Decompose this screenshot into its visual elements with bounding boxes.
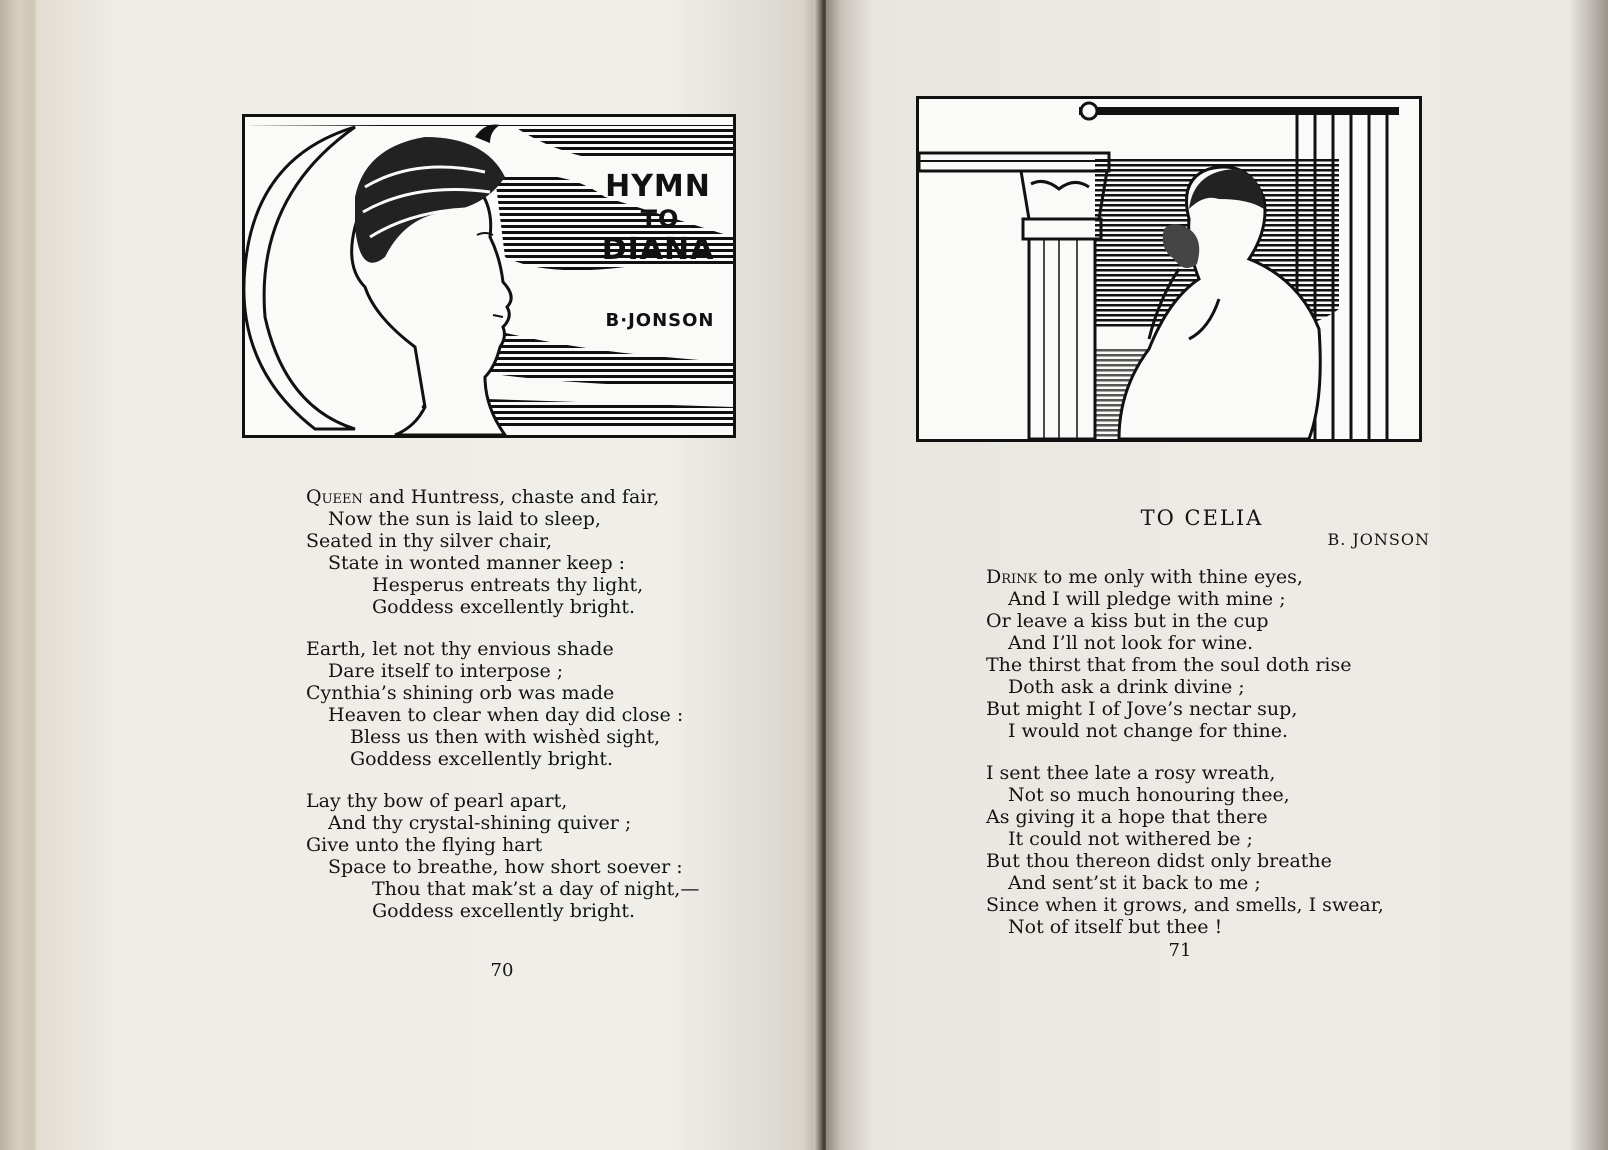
diana-woodcut: [245, 117, 733, 435]
page-number-left: 70: [490, 960, 514, 981]
poem-line: Drink to me only with thine eyes,: [986, 566, 1303, 588]
poem-line: Heaven to clear when day did close :: [328, 704, 684, 726]
poem-line: Dare itself to interpose ;: [328, 660, 564, 682]
poem-line: The thirst that from the soul doth rise: [986, 654, 1352, 676]
poem-line: But might I of Jove’s nectar sup,: [986, 698, 1298, 720]
poem-line: Goddess excellently bright.: [372, 596, 636, 618]
page-number-right: 71: [1168, 940, 1192, 961]
poem-line: I sent thee late a rosy wreath,: [986, 762, 1276, 784]
poem-title-line-2: TO: [640, 205, 680, 233]
poem-line: Or leave a kiss but in the cup: [986, 610, 1269, 632]
poem-title-line-1: HYMN: [605, 169, 711, 204]
hymn-to-diana-text: [306, 486, 766, 942]
poem-author: B·JONSON: [605, 310, 715, 331]
poem-line: Thou that mak’st a day of night,—: [372, 878, 700, 900]
poem-line: And I’ll not look for wine.: [1008, 632, 1254, 654]
to-celia-text: [986, 566, 1446, 958]
poem-title-line-3: DIANA: [601, 232, 715, 267]
poem-title: TO CELIA: [1140, 506, 1264, 530]
poem-line: And sent’st it back to me ;: [1008, 872, 1261, 894]
stanza: [306, 486, 766, 618]
celia-illustration: [916, 96, 1422, 442]
poem-line: Give unto the flying hart: [306, 834, 543, 856]
stanza: [986, 762, 1446, 938]
poem-line: Since when it grows, and smells, I swear,: [986, 894, 1384, 916]
poem-line: And thy crystal-shining quiver ;: [328, 812, 632, 834]
poem-line: Now the sun is laid to sleep,: [328, 508, 601, 530]
poem-line: Not so much honouring thee,: [1008, 784, 1290, 806]
stanza: [306, 790, 766, 922]
stanza: [306, 638, 766, 770]
celia-woodcut: [919, 99, 1419, 439]
poem-line: State in wonted manner keep :: [328, 552, 626, 574]
poem-line: Bless us then with wishèd sight,: [350, 726, 661, 748]
poem-line: But thou thereon didst only breathe: [986, 850, 1332, 872]
poem-line: And I will pledge with mine ;: [1008, 588, 1286, 610]
stanza: [986, 566, 1446, 742]
poem-line: Hesperus entreats thy light,: [372, 574, 644, 596]
poem-line: Space to breathe, how short soever :: [328, 856, 683, 878]
poem-line: As giving it a hope that there: [986, 806, 1268, 828]
poem-line: I would not change for thine.: [1008, 720, 1289, 742]
poem-line: Doth ask a drink divine ;: [1008, 676, 1245, 698]
poem-line: Earth, let not thy envious shade: [306, 638, 614, 660]
poem-line: Not of itself but thee !: [1008, 916, 1223, 938]
poem-line: Queen and Huntress, chaste and fair,: [306, 486, 660, 508]
poem-line: Cynthia’s shining orb was made: [306, 682, 615, 704]
poem-line: Goddess excellently bright.: [350, 748, 614, 770]
poem-line: Seated in thy silver chair,: [306, 530, 552, 552]
poem-line: Goddess excellently bright.: [372, 900, 636, 922]
poem-author: B. JONSON: [1327, 530, 1430, 549]
diana-illustration: [242, 114, 736, 438]
poem-line: Lay thy bow of pearl apart,: [306, 790, 568, 812]
poem-line: It could not withered be ;: [1008, 828, 1253, 850]
